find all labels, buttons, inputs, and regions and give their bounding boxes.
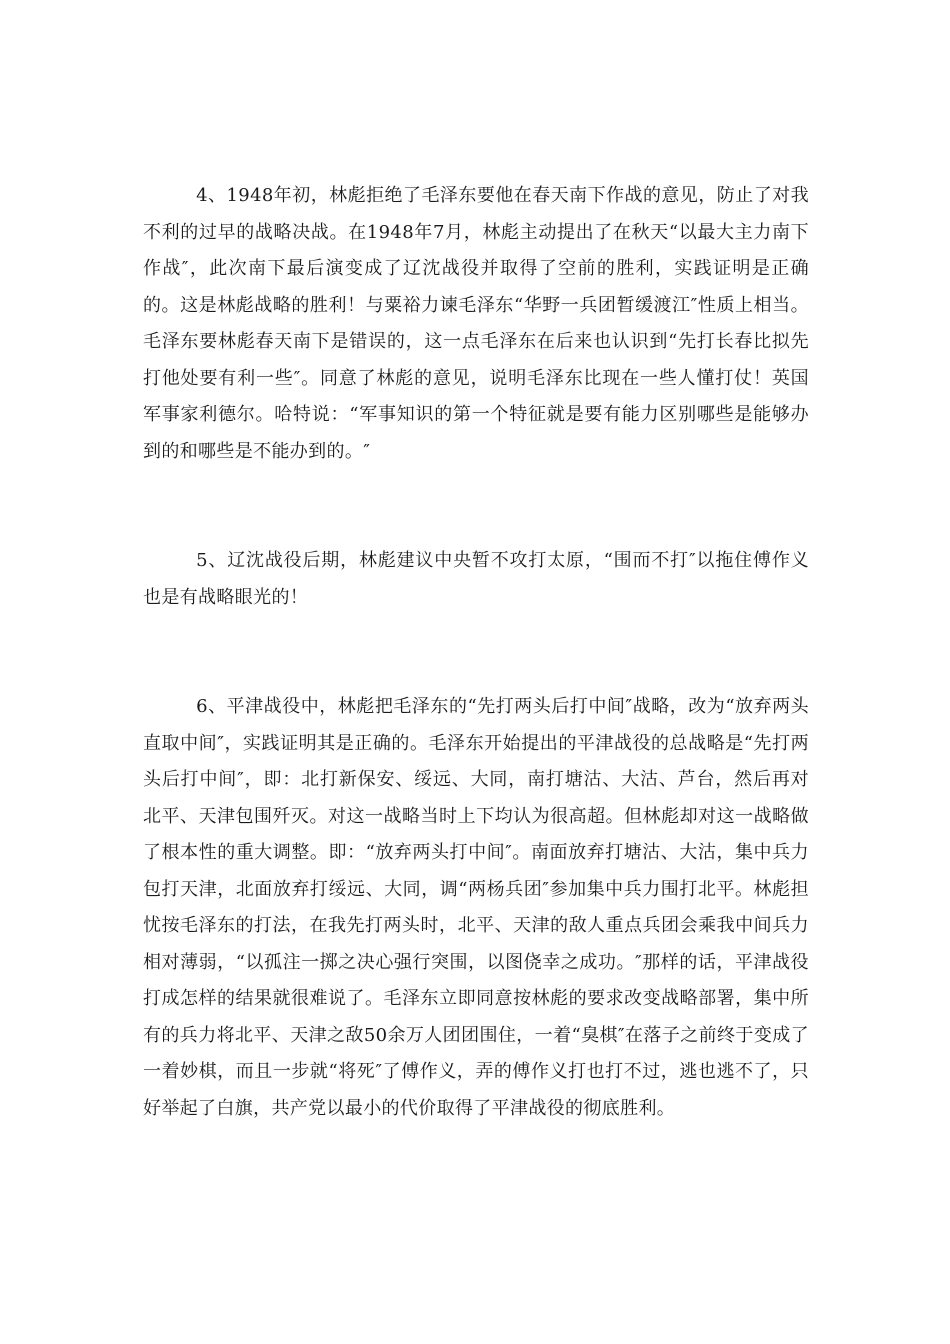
paragraph-point-4: 4、1948年初，林彪拒绝了毛泽东要他在春天南下作战的意见，防止了对我不利的过早的战略决战。在1948年7月，林彪主动提出了在秋天“以最大主力南下作战″，此次南下最后演变成了辽沈战役并取得了空前的胜利，实践证明是正确的。这是林彪战略的胜利！与粟裕力谏毛泽东“华野一兵团暂缓渡江″性质上相当。毛泽东要林彪春天南下是错误的，这一点毛泽东在后来也认识到“先打长春比拟先打他处要有利一些″。同意了林彪的意见，说明毛泽东比现在一些人懂打仗！英国军事家利德尔。哈特说：“军事知识的第一个特征就是要有能力区别哪些是能够办到的和哪些是不能办到的。″ <box>143 185 809 462</box>
document-body <box>143 178 809 1127</box>
paragraph-point-5: 5、辽沈战役后期，林彪建议中央暂不攻打太原，“围而不打″以拖住傅作义也是有战略眼光的！ <box>143 550 809 608</box>
paragraph-point-6: 6、平津战役中，林彪把毛泽东的“先打两头后打中间″战略，改为“放弃两头直取中间″，实践证明其是正确的。毛泽东开始提出的平津战役的总战略是“先打两头后打中间″，即：北打新保安、绥远、大同，南打塘沽、大沽、芦台，然后再对北平、天津包围歼灭。对这一战略当时上下均认为很高超。但林彪却对这一战略做了根本性的重大调整。即：“放弃两头打中间″。南面放弃打塘沽、大沽，集中兵力包打天津，北面放弃打绥远、大同，调“两杨兵团″参加集中兵力围打北平。林彪担忧按毛泽东的打法，在我先打两头时，北平、天津的敌人重点兵团会乘我中间兵力相对薄弱，“以孤注一掷之决心强行突围，以图侥幸之成功。″那样的话，平津战役打成怎样的结果就很难说了。毛泽东立即同意按林彪的要求改变战略部署，集中所有的兵力将北平、天津之敌50余万人团团围住，一着“臭棋″在落子之前终于变成了一着妙棋，而且一步就“将死″了傅作义，弄的傅作义打也打不过，逃也逃不了，只好举起了白旗，共产党以最小的代价取得了平津战役的彻底胜利。 <box>143 696 809 1119</box>
